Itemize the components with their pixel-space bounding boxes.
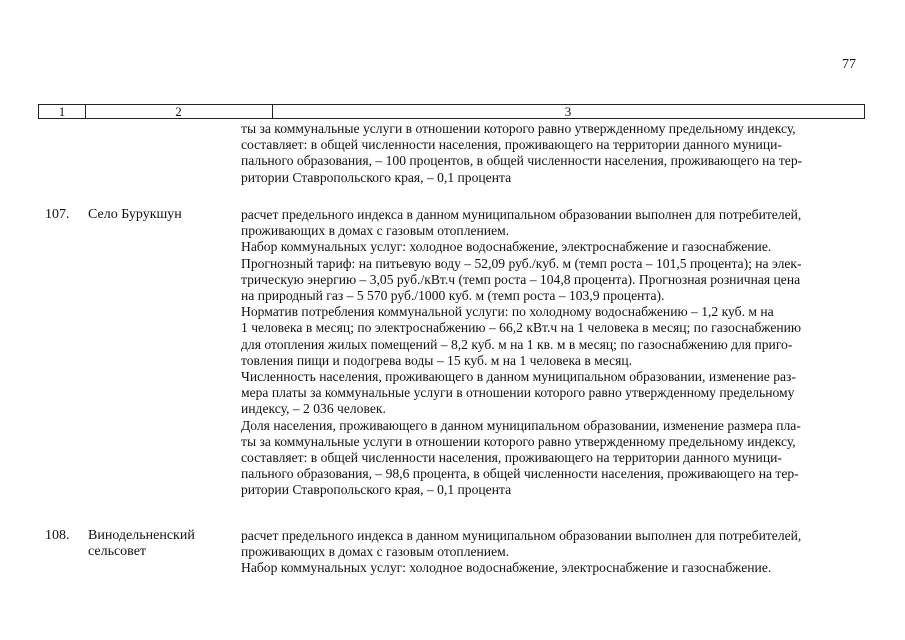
text-line: Доля населения, проживающего в данном муниципальном образовании, изменение размера пла- [241,417,801,433]
row-number: 107. [45,207,70,222]
text-line: трическую энергию – 3,05 руб./кВт.ч (темп роста – 104,8 процента). Прогнозная розничная цена [241,271,801,287]
row-text [241,528,863,577]
text-line: Прогнозный тариф: на питьевую воду – 52,09 руб./куб. м (темп роста – 101,5 процента); на элек- [241,255,802,271]
text-line: пального образования, – 100 процентов, в общей численности населения, проживающего на тер- [241,153,803,169]
text-line: проживающих в домах с газовым отоплением. [241,223,510,239]
text-line: Набор коммунальных услуг: холодное водоснабжение, электроснабжение и газоснабжение. [241,560,772,576]
text-line: составляет: в общей численности населения, проживающего на территории данного муници- [241,137,782,153]
text-line: расчет предельного индекса в данном муниципальном образовании выполнен для потребителей, [241,528,802,543]
row-text [241,207,863,499]
text-line: индексу, – 2 036 человек. [241,401,386,417]
text-line: 1 человека в месяц; по электроснабжению – 66,2 кВт.ч на 1 человека в месяц; по газоснабжению [241,320,802,336]
page-number: 77 [842,57,856,72]
text-line: мера платы за коммунальные услуги в отношении которого равно утвержденному предельному [241,385,795,401]
text-line: Набор коммунальных услуг: холодное водоснабжение, электроснабжение и газоснабжение. [241,239,772,255]
text-line: товления пищи и подогрева воды – 15 куб. м на 1 человека в месяц. [241,352,633,368]
text-line: проживающих в домах с газовым отоплением. [241,544,510,560]
row-name [88,528,233,560]
text-line: Норматив потребления коммунальной услуги: по холодному водоснабжению – 1,2 куб. м на [241,304,774,320]
header-col-3: 3 [564,104,572,119]
text-line: ты за коммунальные услуги в отношении которого равно утвержденному предельному индексу, [241,433,796,449]
row-number: 108. [45,528,70,543]
row-name-line: сельсовет [88,544,147,559]
row-name-line: Село Бурукшун [88,207,182,222]
continuation-text [241,121,863,186]
text-line: для отопления жилых помещений – 8,2 куб. м на 1 кв. м в месяц; по газоснабжению для приго- [241,336,793,352]
row-name [88,207,233,223]
text-line: пального образования, – 98,6 процента, в общей численности населения, проживающего на тер- [241,466,799,482]
text-line: Численность населения, проживающего в данном муниципальном образовании, изменение раз- [241,369,796,385]
text-line: ты за коммунальные услуги в отношении которого равно утвержденному предельному индексу, [241,121,796,136]
text-line: ритории Ставропольского края, – 0,1 процента [241,169,512,185]
header-col-1: 1 [39,105,86,118]
text-line: на природный газ – 5 570 руб./1000 куб. м (темп роста – 103,9 процента). [241,288,665,304]
text-line: ритории Ставропольского края, – 0,1 процента [241,482,512,498]
text-line: составляет: в общей численности населения, проживающего на территории данного муници- [241,450,782,466]
header-col-2: 2 [85,105,273,118]
table-header-row [38,104,865,119]
row-name-line: Винодельненский [88,528,195,543]
text-line: расчет предельного индекса в данном муниципальном образовании выполнен для потребителей, [241,207,802,222]
